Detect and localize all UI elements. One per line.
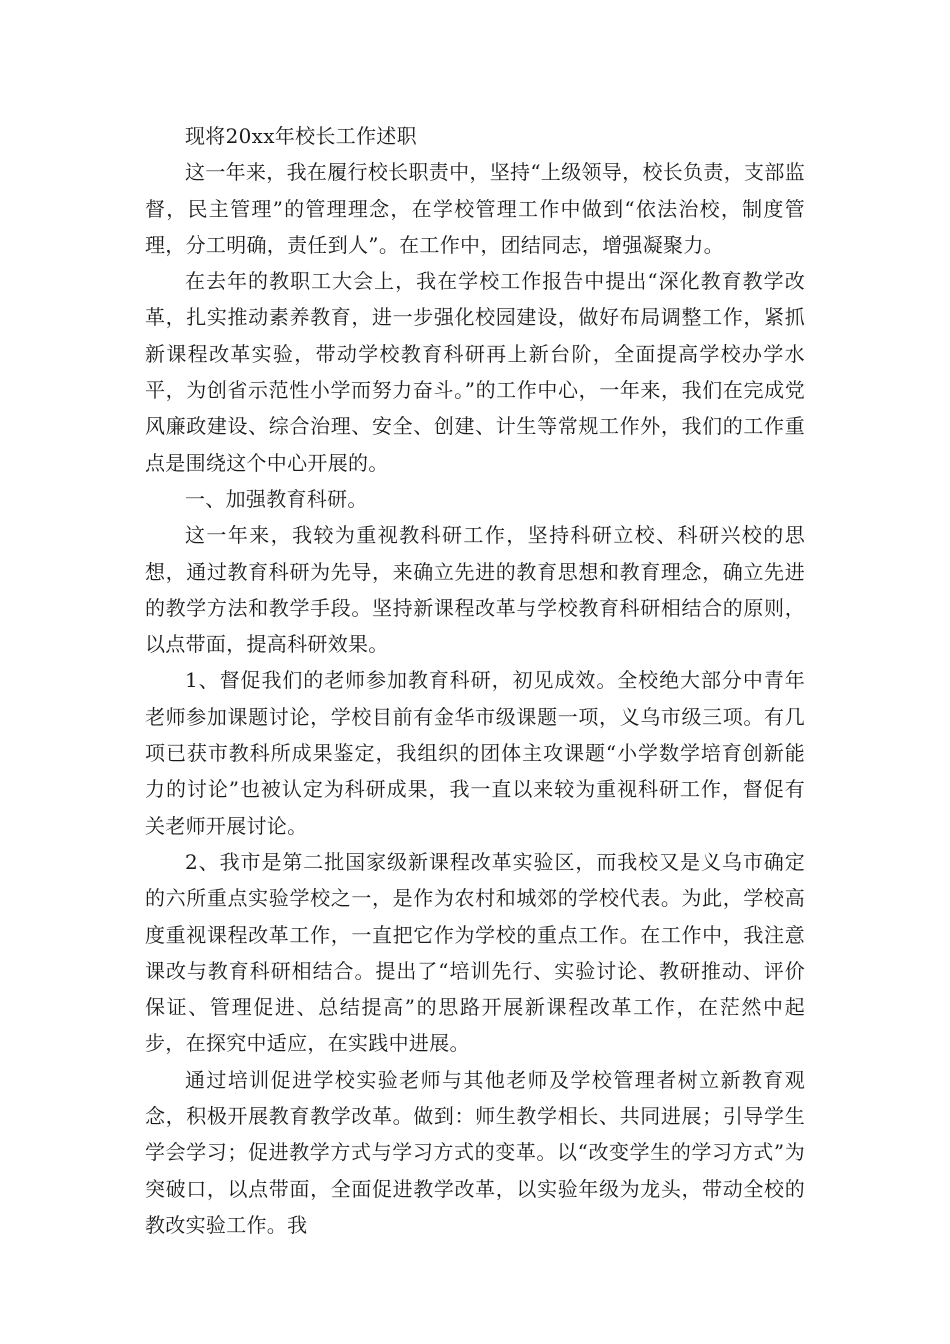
paragraph-point-2: 2、我市是第二批国家级新课程改革实验区，而我校又是义乌市确定的六所重点实验学校之一，是作为农村和城郊的学校代表。为此，学校高度重视课程改革工作，一直把它作为学校的重点工作。在工作中，我注意课改与教育科研相结合。提出了“培训先行、实验讨论、教研推动、评价保证、管理促进、总结提高”的思路开展新课程改革工作，在茫然中起步，在探究中适应，在实践中进展。 <box>145 849 805 1056</box>
report-title-line: 现将20xx年校长工作述职 <box>185 124 417 148</box>
paragraph-point-1: 1、督促我们的老师参加教育科研，初见成效。全校绝大部分中青年老师参加课题讨论，学校目前有金华市级课题一项，义乌市级三项。有几项已获市教科所成果鉴定，我组织的团体主攻课题“小学数学培育创新能力的讨论”也被认定为科研成果，我一直以来较为重视科研工作，督促有关老师开展讨论。 <box>145 668 805 838</box>
section-heading-research: 一、加强教育科研。 <box>185 486 368 511</box>
paragraph-research-emphasis: 这一年来，我较为重视教科研工作，坚持科研立校、科研兴校的思想，通过教育科研为先导，来确立先进的教育思想和教育理念，确立先进的教学方法和教学手段。坚持新课程改革与学校教育科研相结合的原则，以点带面，提高科研效果。 <box>145 523 805 657</box>
paragraph-work-center: 在去年的教职工大会上，我在学校工作报告中提出“深化教育教学改革，扎实推动素养教育，进一步强化校园建设，做好布局调整工作，紧抓新课程改革实验，带动学校教育科研再上新台阶，全面提高学校办学水平，为创省示范性小学而努力奋斗。”的工作中心，一年来，我们在完成党风廉政建设、综合治理、安全、创建、计生等常规工作外，我们的工作重点是围绕这个中心开展的。 <box>145 269 805 475</box>
document-body <box>145 118 805 1243</box>
paragraph-management-philosophy: 这一年来，我在履行校长职责中，坚持“上级领导，校长负责，支部监督，民主管理”的管理理念，在学校管理工作中做到“依法治校，制度管理，分工明确，责任到人”。在工作中，团结同志，增强凝聚力。 <box>145 160 805 257</box>
paragraph-training: 通过培训促进学校实验老师与其他老师及学校管理者树立新教育观念，积极开展教育教学改革。做到：师生教学相长、共同进展；引导学生学会学习；促进教学方式与学习方式的变革。以“改变学生的学习方式”为突破口，以点带面，全面促进教学改革，以实验年级为龙头，带动全校的教改实验工作。我 <box>145 1067 805 1237</box>
